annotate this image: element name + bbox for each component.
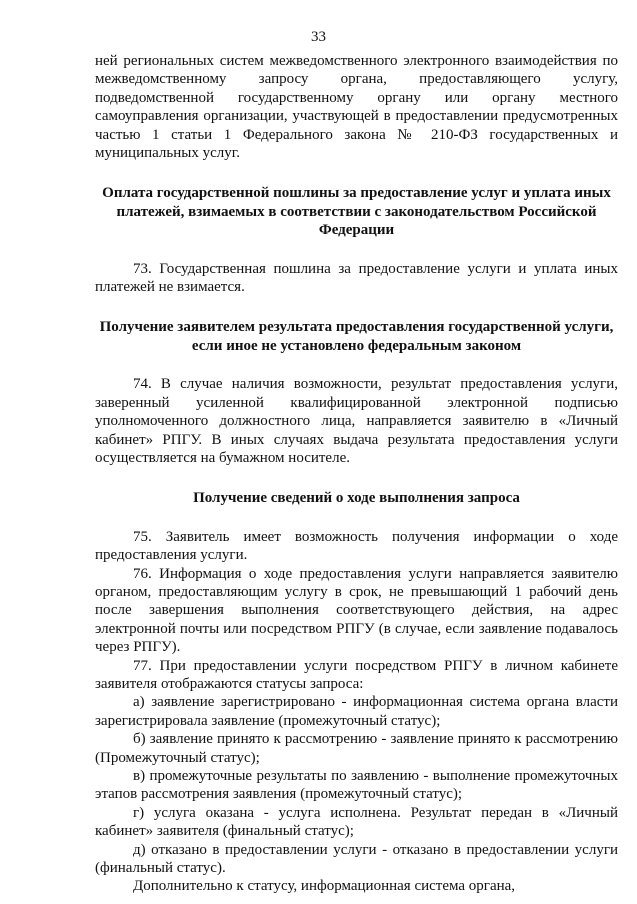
status-item-b: б) заявление принято к рассмотрению - заявление принято к рассмотрению (Промежуточный статус); (95, 731, 618, 766)
status-item-c: в) промежуточные результаты по заявлению - выполнение промежуточных этапов рассмотрения заявления (промежуточный статус); (95, 768, 618, 803)
status-item-e: д) отказано в предоставлении услуги - отказано в предоставлении услуги (финальный статус). (95, 841, 618, 877)
paragraph-76: 76. Информация о ходе предоставления услуги направляется заявителю органом, предоставляющим услугу в срок, не превышающий 1 рабочий день после завершения выполнения соответствующего действия, на адрес электронной почты или посредством РПГУ (в случае, если заявление подавалось через РПГУ). (95, 565, 618, 656)
section-heading-progress: Получение сведений о ходе выполнения запроса (193, 490, 520, 507)
paragraph-75: 75. Заявитель имеет возможность получения информации о ходе предоставления услуги. (95, 528, 618, 564)
document-body (95, 52, 618, 896)
section-heading-result: Получение заявителем результата предоставления государственной услуги, если иное не установлено федеральным законом (99, 319, 614, 354)
paragraph-74: 74. В случае наличия возможности, результат предоставления услуги, заверенный усиленной квалифицированной электронной подписью уполномоченного должностного лица, направляется заявителю в «Личный кабинет» РПГУ. В иных случаях выдача результата предоставления услуги осуществляется на бумажном носителе. (95, 376, 618, 466)
status-item-a: а) заявление зарегистрировано - информационная система органа власти зарегистрировала заявление (промежуточный статус); (95, 694, 618, 729)
intro-paragraph: ней региональных систем межведомственного электронного взаимодействия по межведомственному запросу органа, предоставляющего услугу, подведомственной государственному органу или органу местного самоуправления организации, участвующей в предоставлении предусмотренных частью 1 статьи 1 Федерального закона № 210-ФЗ государственных и муниципальных услуг. (95, 53, 618, 162)
page-number: 33 (311, 29, 326, 45)
paragraph-77: 77. При предоставлении услуги посредством РПГУ в личном кабинете заявителя отображаются статусы запроса: (95, 657, 618, 692)
status-item-d: г) услуга оказана - услуга исполнена. Результат передан в «Личный кабинет» заявителя (финальный статус); (95, 804, 618, 840)
paragraph-73: 73. Государственная пошлина за предоставление услуги и уплата иных платежей не взимается. (95, 260, 618, 296)
section-heading-fee: Оплата государственной пошлины за предоставление услуг и уплата иных платежей, взимаемых в соответствии с законодательством Российской Федерации (102, 185, 611, 239)
closing-paragraph: Дополнительно к статусу, информационная система органа, (133, 878, 516, 895)
